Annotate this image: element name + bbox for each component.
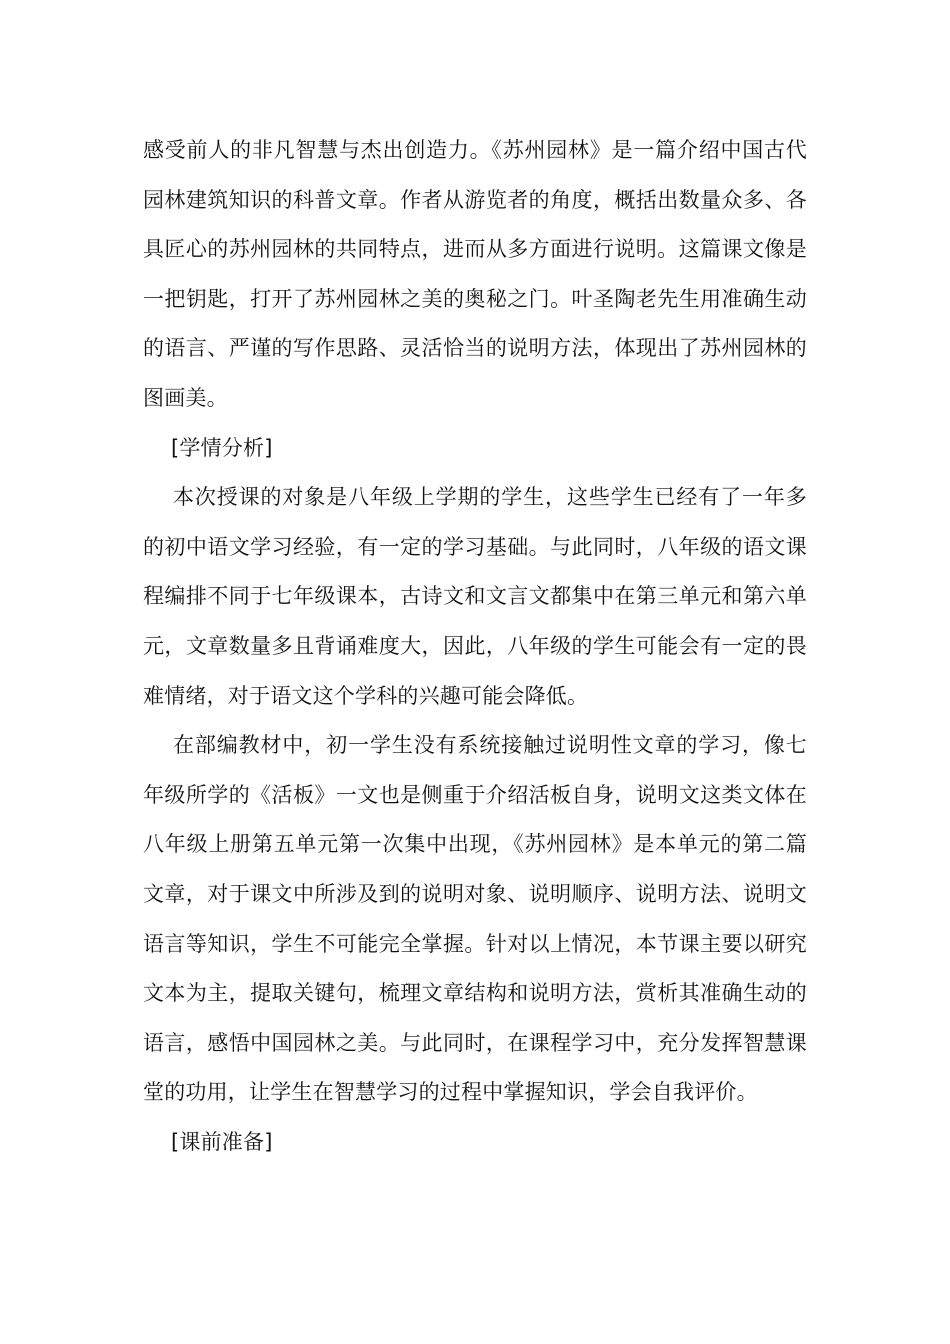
- document-body: [143, 126, 807, 1167]
- section-heading-preparation: [课前准备]: [171, 1129, 273, 1154]
- intro-paragraph: 感受前人的非凡智慧与杰出创造力。《苏州园林》是一篇介绍中国古代园林建筑知识的科普文章。作者从游览者的角度，概括出数量众多、各具匠心的苏州园林的共同特点，进而从多方面进行说明。这篇课文像是一把钥匙，打开了苏州园林之美的奥秘之门。叶圣陶老先生用准确生动的语言、严谨的写作思路、灵活恰当的说明方法，体现出了苏州园林的图画美。: [143, 138, 807, 410]
- learning-analysis-paragraph-2: 在部编教材中，初一学生没有系统接触过说明性文章的学习，像七年级所学的《活板》一文也是侧重于介绍活板自身，说明文这类文体在八年级上册第五单元第一次集中出现，《苏州园林》是本单元的第二篇文章，对于课文中所涉及到的说明对象、说明顺序、说明方法、说明文语言等知识，学生不可能完全掌握。针对以上情况，本节课主要以研究文本为主，提取关键句，梳理文章结构和说明方法，赏析其准确生动的语言，感悟中国园林之美。与此同时，在课程学习中，充分发挥智慧课堂的功用，让学生在智慧学习的过程中掌握知识，学会自我评价。: [143, 733, 807, 1105]
- section-heading-learning-analysis: [学情分析]: [171, 435, 273, 460]
- learning-analysis-paragraph-1: 本次授课的对象是八年级上学期的学生，这些学生已经有了一年多的初中语文学习经验，有一定的学习基础。与此同时，八年级的语文课程编排不同于七年级课本，古诗文和文言文都集中在第三单元和第六单元，文章数量多且背诵难度大，因此，八年级的学生可能会有一定的畏难情绪，对于语文这个学科的兴趣可能会降低。: [143, 485, 807, 708]
